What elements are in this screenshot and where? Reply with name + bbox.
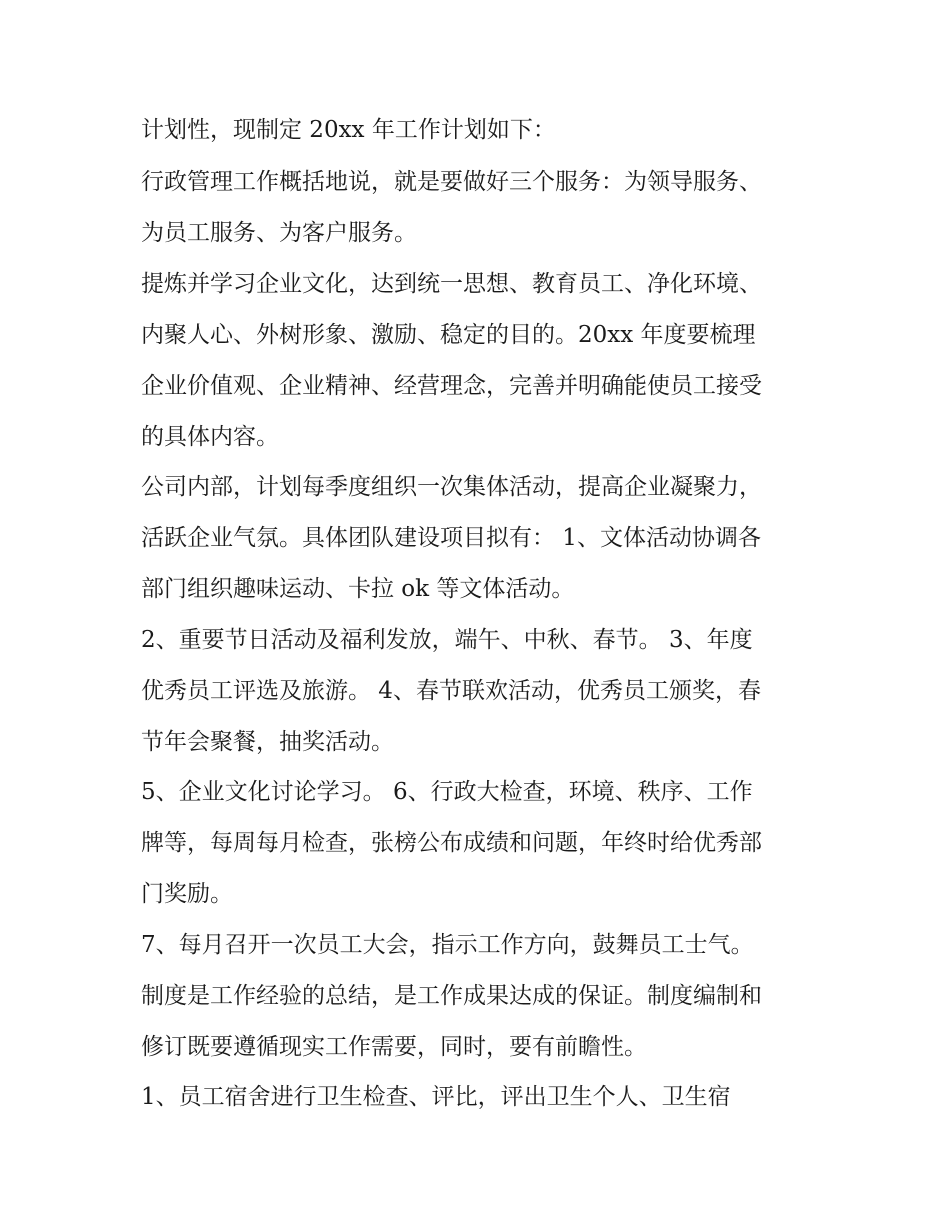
text-line: 制度是工作经验的总结，是工作成果达成的保证。制度编制和 <box>141 983 762 1009</box>
text-line: 企业价值观、企业精神、经营理念，完善并明确能使员工接受 <box>141 373 762 399</box>
text-line: 部门组织趣味运动、卡拉 ok 等文体活动。 <box>141 576 575 602</box>
text-line: 门奖励。 <box>141 881 233 907</box>
text-line: 行政管理工作概括地说，就是要做好三个服务：为领导服务、 <box>141 169 762 195</box>
text-line: 活跃企业气氛。具体团队建设项目拟有： 1、文体活动协调各 <box>141 525 761 551</box>
text-line: 7、每月召开一次员工大会，指示工作方向，鼓舞员工士气。 <box>141 932 754 958</box>
text-line: 优秀员工评选及旅游。 4、春节联欢活动，优秀员工颁奖，春 <box>141 678 761 704</box>
text-line: 5、企业文化讨论学习。 6、行政大检查，环境、秩序、工作 <box>141 779 753 805</box>
text-line: 为员工服务、为客户服务。 <box>141 220 417 246</box>
text-line: 计划性，现制定 20xx 年工作计划如下： <box>141 117 556 143</box>
text-line: 节年会聚餐，抽奖活动。 <box>141 729 394 755</box>
text-line: 牌等，每周每月检查，张榜公布成绩和问题，年终时给优秀部 <box>141 830 762 856</box>
text-line: 公司内部，计划每季度组织一次集体活动，提高企业凝聚力， <box>141 474 762 500</box>
text-line: 1、员工宿舍进行卫生检查、评比，评出卫生个人、卫生宿 <box>141 1084 731 1110</box>
text-line: 2、重要节日活动及福利发放，端午、中秋、春节。 3、年度 <box>141 627 753 653</box>
text-line: 提炼并学习企业文化，达到统一思想、教育员工、净化环境、 <box>141 271 762 297</box>
text-line: 修订既要遵循现实工作需要，同时，要有前瞻性。 <box>141 1034 647 1060</box>
text-line: 内聚人心、外树形象、激励、稳定的目的。20xx 年度要梳理 <box>141 322 756 348</box>
text-line: 的具体内容。 <box>141 424 279 450</box>
